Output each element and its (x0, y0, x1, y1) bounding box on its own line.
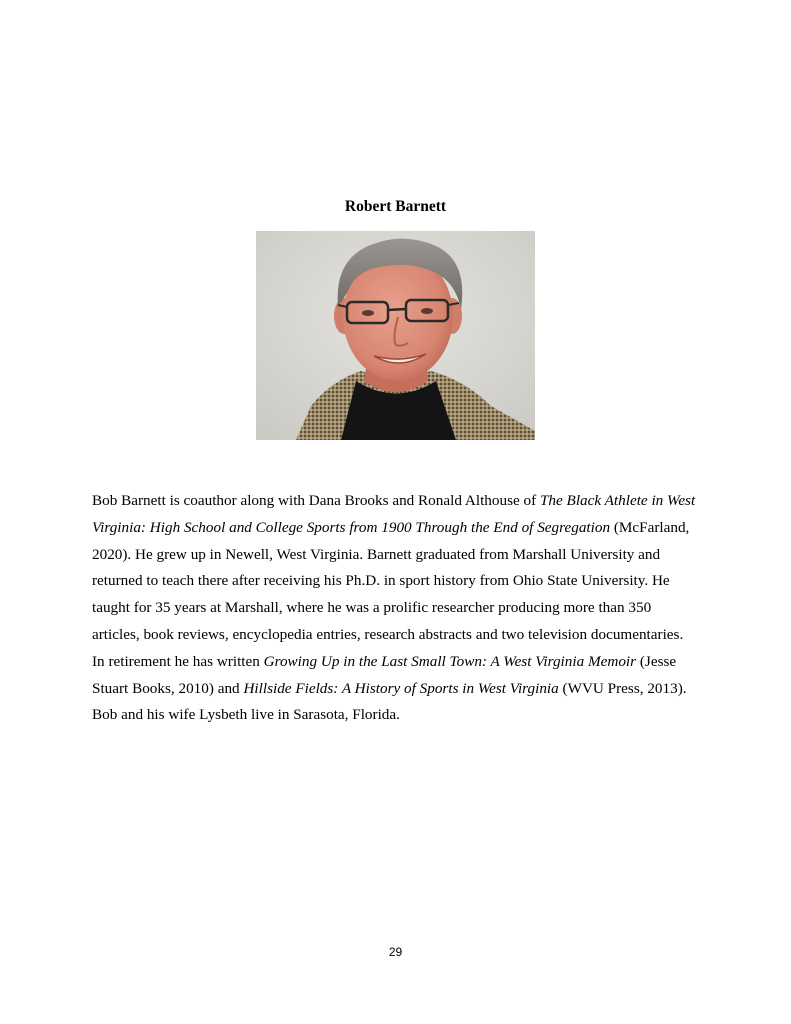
author-name-heading: Robert Barnett (344, 198, 447, 215)
bio-text-4: (WVU Press, 2013). Bob and his wife Lysbeth live in Sarasota, Florida. (92, 679, 687, 724)
bio-text-1: Bob Barnett is coauthor along with Dana Brooks and Ronald Althouse of (92, 492, 540, 509)
bio-text-3: (Jesse Stuart Books, 2010) and (92, 652, 677, 697)
book-title-hillside-fields: Hillside Fields: A History of Sports in West Virginia (243, 679, 559, 697)
bio-text-2: (McFarland, 2020). He grew up in Newell, West Virginia. Barnett graduated from Marshall University and returned to teach there after receiving his Ph.D. in sport history from Ohio State University. He taught for 35 years at Marshall, where he was a prolific researcher producing more than 350 articles, book reviews, encyclopedia entries, research abstracts and two television documentaries. In retirement he has written (92, 518, 690, 670)
author-bio-paragraph (92, 488, 696, 729)
author-portrait-photo (256, 231, 535, 440)
book-title-growing-up: Growing Up in the Last Small Town: A West Virginia Memoir (263, 652, 637, 670)
book-title-black-athlete: The Black Athlete in West Virginia: High School and College Sports from 1900 Through the End of Segregation (92, 492, 696, 536)
page-number: 29 (388, 945, 403, 959)
